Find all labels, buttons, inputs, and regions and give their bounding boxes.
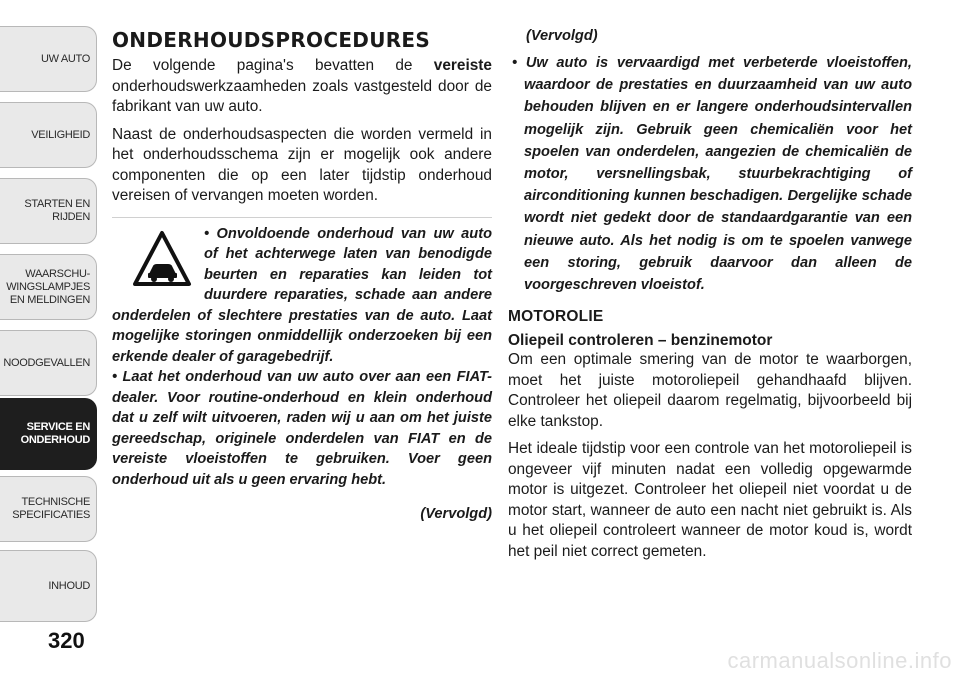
- text-run-bold: vereiste: [433, 57, 492, 74]
- intro-paragraph: [112, 56, 492, 118]
- tab-label: NOODGEVALLEN: [3, 356, 90, 369]
- right-column: [508, 28, 912, 569]
- continued-label: (Vervolgd): [420, 506, 492, 522]
- tab-label: VEILIGHEID: [31, 128, 90, 141]
- oil-check-paragraph-1: Om een optimale smering van de motor te waarborgen, moet het juiste motoroliepeil gehandhaafd blijven. Controleer het oliepeil daarom regelmatig, bijvoorbeeld bij elke tankstop.: [508, 351, 912, 430]
- tab-label: WAARSCHU-: [25, 267, 90, 280]
- left-column: [112, 28, 492, 525]
- watermark: carmanualsonline.info: [727, 648, 952, 673]
- tab-noodgevallen[interactable]: [0, 330, 97, 396]
- tab-uw-auto[interactable]: [0, 26, 97, 92]
- warning-triangle-car-icon: [132, 230, 192, 288]
- tab-label: INHOUD: [48, 579, 90, 592]
- tab-inhoud[interactable]: [0, 550, 97, 622]
- oil-check-paragraph-2: Het ideale tijdstip voor een controle van het motoroliepeil is ongeveer vijf minuten nadat een volledig opgewarmde motor is uitgezet. Controleer het oliepeil niet voordat u de motor start, wanneer de auto een nacht niet gebruikt is. Als u het oliepeil controleert wanneer de motor koud is, wordt het peil niet correct gemeten.: [508, 440, 912, 560]
- warning-bullet-1: • Onvoldoende onderhoud van uw auto of het achterwege laten van benodigde beurten en reparaties kan leiden tot duurdere reparaties, schade aan andere onderdelen of slechtere prestaties van de auto. Laat mogelijke storingen onmiddellijk onderzoeken bij een erkende dealer of garagebedrijf.: [112, 225, 492, 365]
- text-run: De volgende pagina's bevatten de: [112, 57, 434, 74]
- tab-waarschuwingslampjes[interactable]: [0, 254, 97, 320]
- page-number: 320: [48, 628, 85, 653]
- warning-bullet-3: • Uw auto is vervaardigd met verbeterde vloeistoffen, waardoor de prestaties en duurzaamheid van uw auto behouden blijven en er langere onderhoudsintervallen mogelijk zijn. Gebruik geen chemicaliën voor het spoelen van onderdelen, aangezien de chemicaliën de motor, versnellingsbak, stuurbekrachtiging of airconditioning kunnen beschadigen. Dergelijke schade wordt niet gedekt door de standaardgarantie van een nieuwe auto. Als het nodig is om te spoelen vanwege een storing, gebruik daarvoor dan alleen de voorgeschreven vloeistof.: [512, 55, 912, 294]
- tab-starten-en-rijden[interactable]: [0, 178, 97, 244]
- warning-box: [112, 224, 492, 525]
- section-heading: MOTOROLIE: [508, 308, 604, 326]
- tab-label: UW AUTO: [40, 52, 90, 65]
- tab-label: SPECIFICATIES: [12, 509, 90, 521]
- page-heading: ONDERHOUDSPROCEDURES: [112, 28, 431, 52]
- tab-label: WINGSLAMPJES: [6, 280, 90, 293]
- continued-label: (Vervolgd): [526, 28, 598, 44]
- tab-label: TECHNISCHE: [21, 496, 90, 508]
- tab-label: EN MELDINGEN: [9, 293, 90, 306]
- text-run: onderhoudswerkzaamheden zoals vastgesteld door de fabrikant van uw auto.: [112, 77, 492, 115]
- tab-service-en-onderhoud[interactable]: [0, 398, 97, 470]
- tab-technische-specificaties[interactable]: [0, 476, 97, 542]
- tab-label: SERVICE EN: [26, 421, 90, 433]
- warning-bullet-2: • Laat het onderhoud van uw auto over aan een FIAT-dealer. Voor routine-onderhoud en klein onderhoud dat u zelf wilt uitvoeren, raden wij u aan om het juiste gereedschap, originele onderdelen van FIAT en de vereiste vloeistoffen te gebruiken. Voer geen onderhoud uit als u geen ervaring hebt.: [112, 369, 492, 488]
- tab-label: ONDERHOUD: [20, 434, 90, 446]
- tab-label: STARTEN EN: [24, 198, 90, 210]
- tab-label: RIJDEN: [52, 211, 90, 223]
- tab-veiligheid[interactable]: [0, 102, 97, 168]
- components-paragraph: Naast de onderhoudsaspecten die worden vermeld in het onderhoudsschema zijn er mogelijk ook andere componenten die op een later tijdstip onderhoud vereisen of vervangen moeten worden.: [112, 125, 492, 204]
- subsection-heading: Oliepeil controleren – benzinemotor: [508, 332, 773, 350]
- warning-divider: [112, 217, 492, 218]
